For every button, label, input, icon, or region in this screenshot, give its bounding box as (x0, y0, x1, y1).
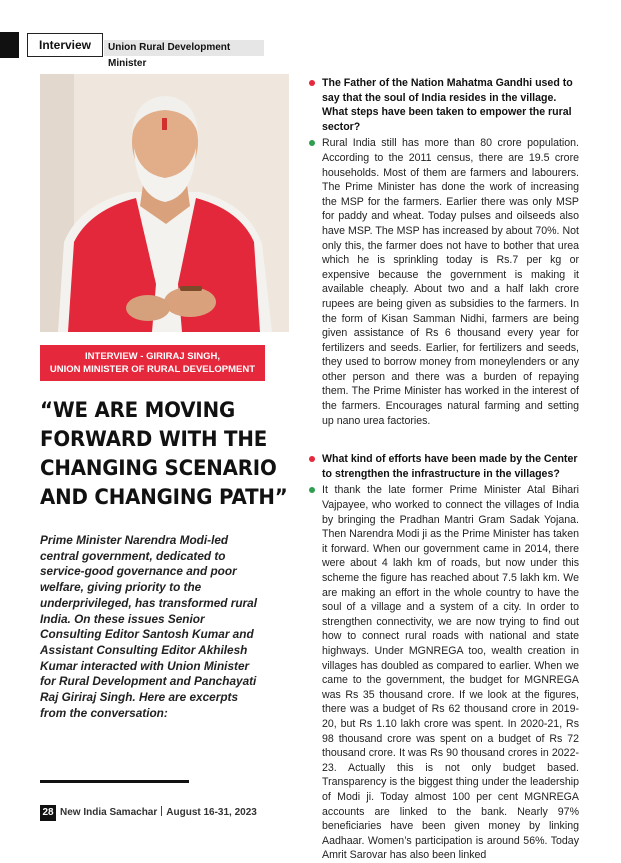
question-2-text: What kind of efforts have been made by the Center to strengthen the infrastructure in the villages? (322, 453, 578, 480)
intro-paragraph: Prime Minister Narendra Modi-led central government, dedicated to service-good governance and poor welfare, giving priority to the underprivileged, has transformed rural India. On these issues Senior Consulting Editor Santosh Kumar and Assistant Consulting Editor Akhilesh Kumar interacted with Union Minister for Rural Development and Panchayati Raj Giriraj Singh. Here are excerpts from the conversation: (40, 533, 257, 720)
answer-2-text: It thank the late former Prime Minister Atal Bihari Vajpayee, who worked to connect the villages of India by bringing the Pradhan Mantri Gram Sadak Yojana. Then Narendra Modi ji as the Prime Minister has taken it forward. When our government came in 2014, there were about 4 lakh km of roads, but now under this scheme the figure has reached about 7.5 lakh km. We are making an effort in the whole country to have the soul of a village and a system of a city. In order to strengthen connectivity, we are now trying to find out how to connect rural roads with national and state highways. Under MGNREGA too, wealth creation in villages has doubled as compared to earlier. When we came to the government, the budget for MGNREGA was Rs 35 thousand crore. If we look at the figures, there was a budget of Rs 62 thousand crore in 2019-20, but Rs 1.10 lakh crore was spent. In 2020-21, Rs 98 thousand crore was spent on a budget of Rs 72 thousand crore. It was Rs 90 thousand crores in 2022-23. Actually this is not only budget based. Transparency is the biggest thing under the leadership of Modi ji. Today almost 100 per cent MGNREGA accounts are linked to the bank. Nearly 97% beneficiaries have been given money by linking Aadhaar. Women’s participation is around 56%. Today Amrit Sarovar has also been linked (322, 484, 579, 862)
question-1 (309, 76, 579, 134)
photo-caption (40, 345, 265, 381)
question-1-text: The Father of the Nation Mahatma Gandhi used to say that the soul of India resides in the village. What steps have been taken to empower the rural sector? (322, 77, 573, 133)
headline-line-4: AND CHANGING PATH” (40, 485, 288, 510)
red-bullet-icon (309, 456, 315, 462)
answer-2 (309, 483, 579, 862)
minister-photo (40, 74, 289, 332)
header-bar (0, 32, 19, 58)
page-number: 28 (40, 805, 56, 821)
answer-1 (309, 136, 579, 428)
section-tag: Interview (27, 33, 103, 57)
minister-portrait-illustration (40, 74, 289, 332)
answer-1-text: Rural India still has more than 80 crore population. According to the 2011 census, there are 19.5 crore households. Most of them are farmers and labourers. The Prime Minister has done the work of increasing the MSP for the farmers. Earlier there was only MSP for paddy and wheat. Today pulses and oilseeds also have MSP. The MSP has increased by about 70%. Not only this, the farmer does not have to bother that urea which he is sprinkling today is Rs.7 per kg or expensive because the government is making it available cheaply. About two and a half lakh crore rupees are being given as subsidies to the farmers. In the form of Kisan Samman Nidhi, farmers are being given assistance of Rs 6 thousand every year for fertilizers and seeds. Earlier, for fertilizers and seeds, they used to borrow money from moneylenders or any other person and there was a burden of repaying them. The Prime Minister has worked in the interest of the farmers. Encourages natural farming and setting up nano urea factories. (322, 137, 579, 427)
headline-line-1: “WE ARE MOVING (40, 398, 236, 423)
green-bullet-icon (309, 140, 315, 146)
headline-quote (40, 396, 288, 512)
question-2 (309, 452, 579, 481)
headline-line-2: FORWARD WITH THE (40, 427, 268, 452)
footer-separator (161, 806, 162, 816)
publication-name: New India Samachar (60, 807, 158, 818)
red-bullet-icon (309, 80, 315, 86)
article-body (309, 76, 579, 863)
footer-publication (60, 806, 257, 820)
headline-line-3: CHANGING SCENARIO (40, 456, 277, 481)
caption-line-2: UNION MINISTER OF RURAL DEVELOPMENT (49, 364, 256, 375)
green-bullet-icon (309, 487, 315, 493)
caption-line-1: INTERVIEW - GIRIRAJ SINGH, (85, 351, 220, 362)
intro-divider (40, 780, 189, 783)
page-footer (40, 805, 300, 821)
issue-date: August 16-31, 2023 (166, 807, 257, 818)
section-subtitle: Union Rural Development Minister (104, 40, 264, 56)
